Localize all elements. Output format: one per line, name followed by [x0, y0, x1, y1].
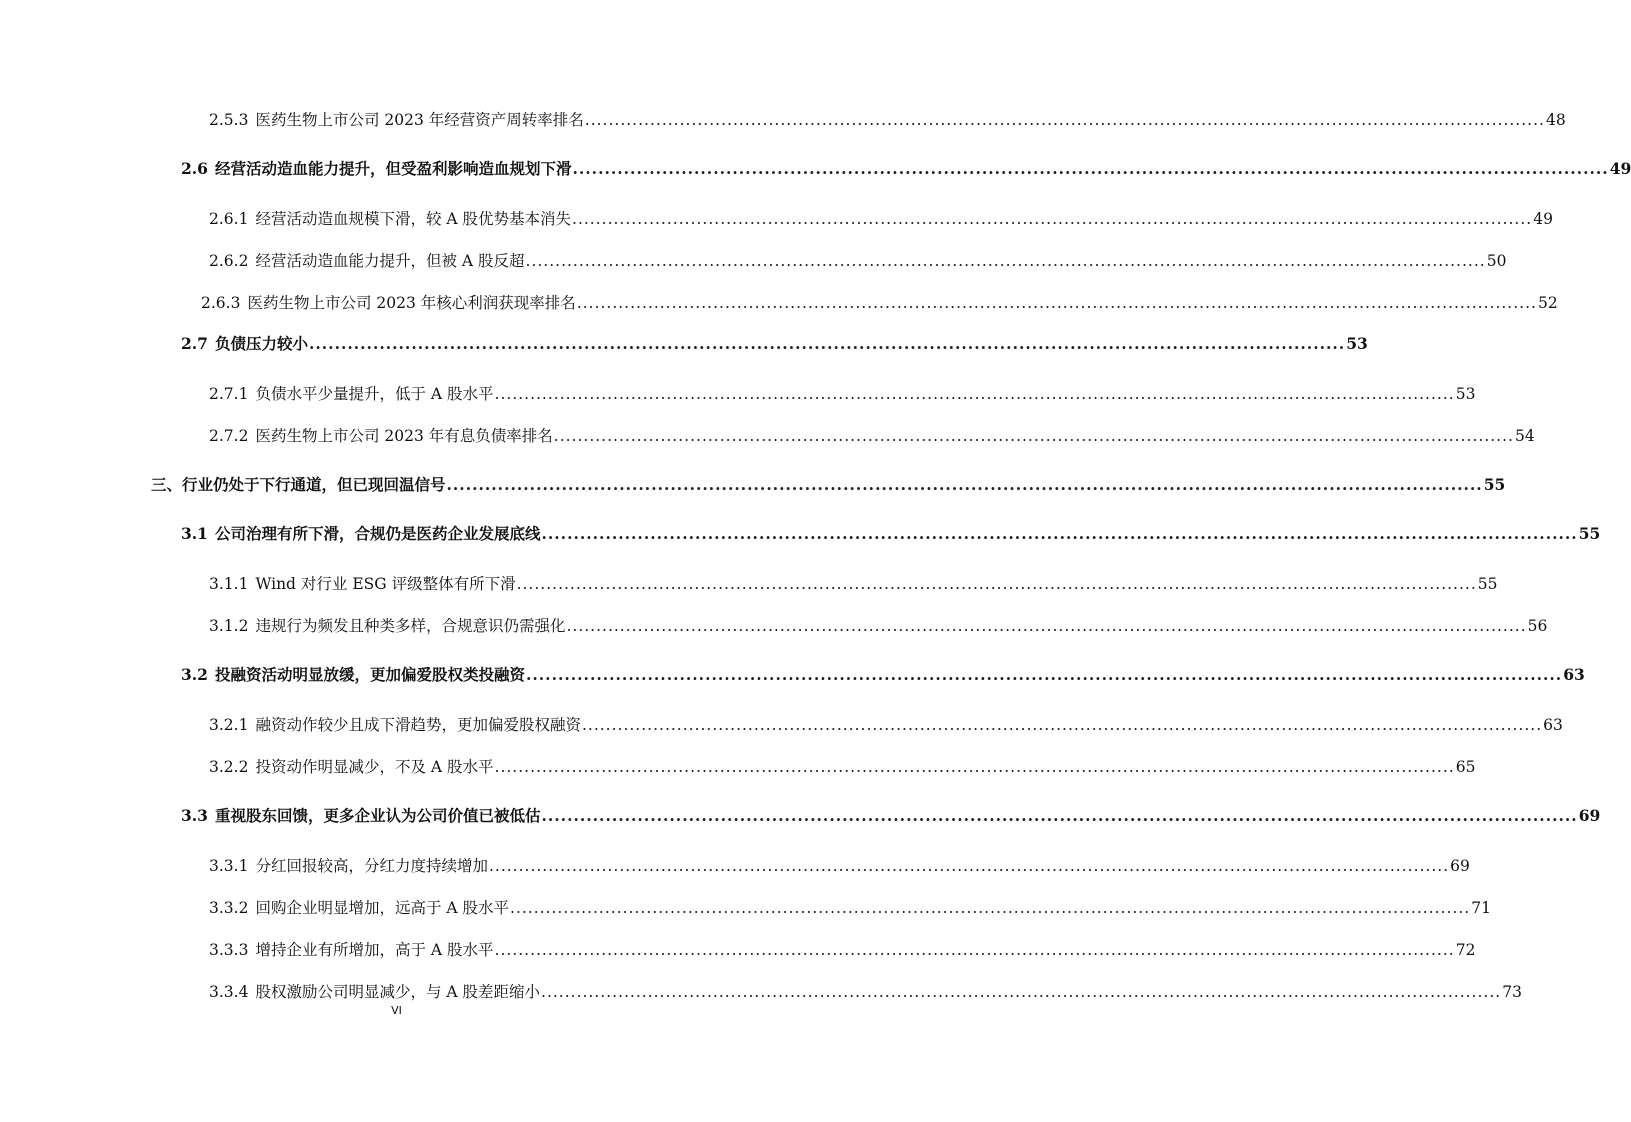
toc-entry-number: 2.7.1	[209, 385, 249, 403]
toc-leader-dots: ..................................................................................................................................................................	[572, 210, 1533, 228]
toc-entry[interactable]	[181, 661, 1585, 685]
toc-leader-dots: ..................................................................................................................................................................	[446, 475, 1483, 494]
toc-entry[interactable]	[209, 612, 1548, 636]
toc-entry-title: Wind 对行业 ESG 评级整体有所下滑	[255, 575, 516, 593]
toc-entry-number: 2.5.3	[209, 111, 249, 129]
toc-entry-page: 50	[1486, 252, 1507, 270]
toc-leader-dots: ..................................................................................................................................................................	[541, 806, 1578, 825]
toc-entry-title: 公司治理有所下滑，合规仍是医药企业发展底线	[214, 524, 541, 543]
toc-entry-number: 2.7.2	[209, 427, 249, 445]
toc-entry-chapter[interactable]	[151, 471, 1506, 495]
toc-entry[interactable]	[201, 289, 1558, 313]
toc-entry[interactable]	[209, 205, 1553, 229]
toc-entry-number: 3.3.2	[209, 899, 249, 917]
toc-entry-number: 2.6.2	[209, 252, 249, 270]
toc-entry-page: 55	[1483, 475, 1506, 494]
toc-entry[interactable]	[209, 852, 1470, 876]
toc-entry-page: 65	[1455, 758, 1476, 776]
toc-entry-page: 69	[1578, 806, 1601, 825]
toc-entry-title: 医药生物上市公司 2023 年核心利润获现率排名	[247, 294, 576, 312]
toc-entry[interactable]	[181, 330, 1368, 354]
toc-entry-number: 3.2.1	[209, 716, 249, 734]
toc-leader-dots: ..................................................................................................................................................................	[541, 524, 1578, 543]
toc-leader-dots: ..................................................................................................................................................................	[576, 294, 1537, 312]
toc-entry-title: 负债压力较小	[214, 334, 308, 353]
toc-leader-dots: ..................................................................................................................................................................	[494, 941, 1455, 959]
toc-entry-number: 3.2.2	[209, 758, 249, 776]
toc-entry-page: 53	[1455, 385, 1476, 403]
toc-entry[interactable]	[209, 570, 1498, 594]
toc-entry-number: 3.3.4	[209, 983, 249, 1001]
toc-entry[interactable]	[209, 753, 1476, 777]
toc-entry-page: 49	[1533, 210, 1553, 228]
toc-entry-title: 投资动作明显减少，不及 A 股水平	[255, 758, 494, 776]
toc-entry-page: 48	[1545, 111, 1566, 129]
toc-entry-number: 3.3.3	[209, 941, 249, 959]
toc-entry-title: 经营活动造血能力提升，但受盈利影响造血规划下滑	[214, 159, 572, 178]
toc-entry-title: 经营活动造血规模下滑，较 A 股优势基本消失	[255, 210, 572, 228]
toc-entry[interactable]	[209, 422, 1535, 446]
toc-entry[interactable]	[181, 520, 1601, 544]
toc-entry[interactable]	[209, 894, 1491, 918]
toc-entry-title: 股权激励公司明显减少，与 A 股差距缩小	[255, 983, 541, 1001]
toc-entry-title: 三、行业仍处于下行通道，但已现回温信号	[151, 475, 446, 494]
toc-leader-dots: ..................................................................................................................................................................	[510, 899, 1471, 917]
toc-leader-dots: ..................................................................................................................................................................	[572, 159, 1609, 178]
toc-entry-page: 54	[1514, 427, 1535, 445]
toc-entry-number: 2.6.1	[209, 210, 249, 228]
toc-entry-number: 2.7	[181, 334, 208, 353]
toc-entry-page: 55	[1578, 524, 1601, 543]
toc-entry[interactable]	[181, 802, 1601, 826]
toc-entry[interactable]	[209, 936, 1476, 960]
toc-entry[interactable]	[181, 155, 1631, 179]
toc-entry-page: 49	[1609, 159, 1631, 178]
toc-leader-dots: ..................................................................................................................................................................	[488, 857, 1450, 875]
toc-entry-number: 2.6.3	[201, 294, 241, 312]
toc-entry-page: 72	[1455, 941, 1476, 959]
toc-leader-dots: ..................................................................................................................................................................	[525, 252, 1486, 270]
toc-entry-title: 重视股东回馈，更多企业认为公司价值已被低估	[214, 806, 541, 825]
toc-leader-dots: ..................................................................................................................................................................	[584, 111, 1545, 129]
toc-entry-number: 3.2	[181, 665, 208, 684]
toc-entry-title: 医药生物上市公司 2023 年经营资产周转率排名	[255, 111, 584, 129]
toc-entry-title: 回购企业明显增加，远高于 A 股水平	[255, 899, 510, 917]
toc-entry-title: 融资动作较少且成下滑趋势，更加偏爱股权融资	[255, 716, 581, 734]
toc-entry-page: 63	[1563, 665, 1585, 684]
toc-entry-number: 3.3.1	[209, 857, 249, 875]
toc-entry-number: 2.6	[181, 159, 208, 178]
toc-entry-page: 52	[1537, 294, 1558, 312]
toc-entry-title: 经营活动造血能力提升，但被 A 股反超	[255, 252, 525, 270]
toc-leader-dots: ..................................................................................................................................................................	[494, 385, 1455, 403]
toc-entry[interactable]	[209, 247, 1507, 271]
toc-entry-page: 53	[1346, 334, 1368, 353]
toc-entry[interactable]	[209, 380, 1476, 404]
page-number: VI	[391, 1004, 402, 1017]
toc-entry-number: 3.3	[181, 806, 208, 825]
toc-entry[interactable]	[209, 711, 1563, 735]
toc-entry-title: 医药生物上市公司 2023 年有息负债率排名	[255, 427, 553, 445]
toc-leader-dots: ..................................................................................................................................................................	[581, 716, 1543, 734]
toc-entry[interactable]	[209, 106, 1566, 130]
toc-leader-dots: ..................................................................................................................................................................	[525, 665, 1563, 684]
toc-leader-dots: ..................................................................................................................................................................	[516, 575, 1477, 593]
toc-entry-page: 55	[1477, 575, 1498, 593]
toc-leader-dots: ..................................................................................................................................................................	[308, 334, 1346, 353]
toc-entry-title: 增持企业有所增加，高于 A 股水平	[255, 941, 494, 959]
toc-entry-page: 73	[1502, 983, 1522, 1001]
toc-entry-number: 3.1	[181, 524, 208, 543]
toc-entry-title: 分红回报较高，分红力度持续增加	[255, 857, 488, 875]
toc-entry-title: 投融资活动明显放缓，更加偏爱股权类投融资	[214, 665, 525, 684]
toc-entry-number: 3.1.2	[209, 617, 249, 635]
toc-leader-dots: ..................................................................................................................................................................	[494, 758, 1455, 776]
toc-entry-page: 63	[1543, 716, 1563, 734]
toc-leader-dots: ..................................................................................................................................................................	[566, 617, 1527, 635]
toc-leader-dots: ..................................................................................................................................................................	[553, 427, 1514, 445]
toc-entry-number: 3.1.1	[209, 575, 249, 593]
toc-entry-page: 69	[1450, 857, 1470, 875]
toc-leader-dots: ..................................................................................................................................................................	[541, 983, 1502, 1001]
toc-entry-page: 56	[1527, 617, 1548, 635]
toc-entry-title: 违规行为频发且种类多样，合规意识仍需强化	[255, 617, 566, 635]
toc-entry-page: 71	[1471, 899, 1491, 917]
toc-entry-title: 负债水平少量提升，低于 A 股水平	[255, 385, 494, 403]
toc-entry[interactable]	[209, 978, 1522, 1002]
